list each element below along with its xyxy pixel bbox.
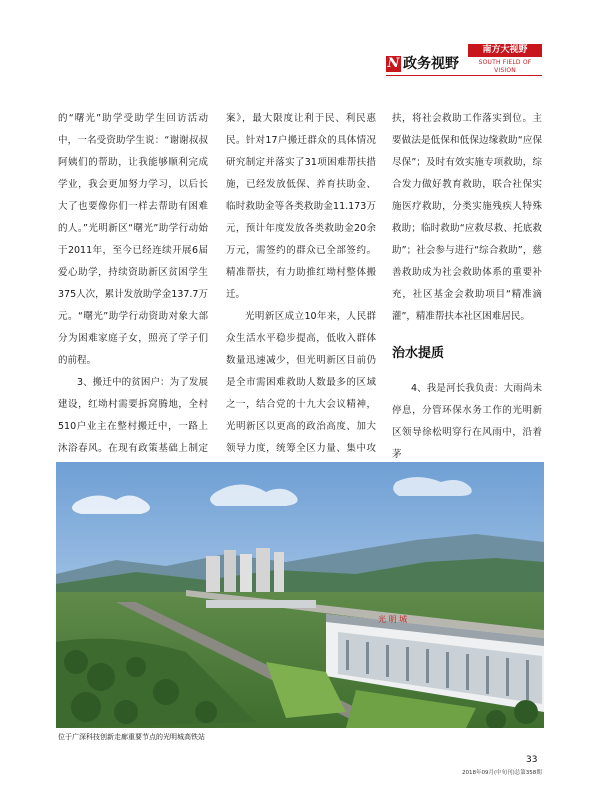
section-tag-subtitle: SOUTH FIELD OF VISION bbox=[478, 59, 532, 74]
masthead bbox=[386, 44, 542, 74]
text-column-2 bbox=[226, 108, 376, 504]
paragraph: 3、搬迁中的贫困户：为了发展建设，红坳村需要拆窝腾地，全村510户业主在整村搬迁中，一路上沐浴春风。在现有政策基础上制定 bbox=[58, 377, 208, 454]
station-photo bbox=[56, 462, 544, 728]
page-number: 33 bbox=[526, 755, 538, 765]
paragraph: 光明新区成立10年来，人民群众生活水平稳步提高，低收入群体数量迅速减少，但光明新区目前仍是全市需困难救助人数最多的区域之一，结合党的十九大会议精神，光明新区以更高的政治高度、加大领导力度，统筹全区力量、集中攻 bbox=[226, 311, 376, 454]
paragraph: 案》，最大限度让利于民、利民惠民。针对17户搬迁群众的具体情况研究制定并落实了31项困难帮扶措施，已经发放低保、养育扶助金、临时救助金等各类救助金11.173万元，预计年度发放各类救助金20余万元，需签约的群众已全部签约。精准帮扶，有力助推红坳村整体搬迁。 bbox=[226, 113, 376, 300]
text-column-1 bbox=[58, 108, 208, 504]
issue-info: 2018年09月(中旬刊)总第358期 bbox=[462, 770, 542, 776]
text-column-3 bbox=[392, 108, 542, 466]
station-sign: 光 明 城 bbox=[378, 615, 408, 624]
column-title: 政务视野 bbox=[403, 56, 459, 72]
paragraph: 扶，将社会救助工作落实到位。主要做法是低保和低保边缘救助“应保尽保”；及时有效实施专项救助，综合发力做好教育救助，联合社保实施医疗救助，分类实施残疾人特殊救助；临时救助“应救尽救、托底救助”；社会参与进行“综合救助”，慈善救助成为社会救助体系的重要补充，社区基金会救助项目“精准滴灌”，精准帮扶本社区困难居民。 bbox=[392, 113, 542, 322]
section-tag: 南方大视野 bbox=[468, 44, 542, 57]
header-divider bbox=[386, 75, 542, 76]
section-heading: 治水提质 bbox=[392, 346, 445, 361]
paragraph: 4、我是河长我负责：大雨尚未停息，分管环保水务工作的光明新区领导徐松明穿行在风雨中，沿着茅 bbox=[392, 383, 542, 460]
photo-caption: 位于广深科技创新走廊重要节点的光明城高铁站 bbox=[58, 733, 205, 741]
paragraph: 的“曙光”助学受助学生回访活动中，一名受资助学生说：“谢谢叔叔阿姨们的帮助，让我能够顺利完成学业，我会更加努力学习，以后长大了也要像你们一样去帮助有困难的人。”光明新区“曙光”助学行动始于2011年，至今已经连续开展6届爱心助学，持续资助新区贫困学生375人次，累计发放助学金137.7万元。“曙光”助学行动资助对象大部分为困难家庭子女，照亮了学子们的前程。 bbox=[58, 113, 208, 366]
magazine-logo: N bbox=[387, 56, 400, 71]
